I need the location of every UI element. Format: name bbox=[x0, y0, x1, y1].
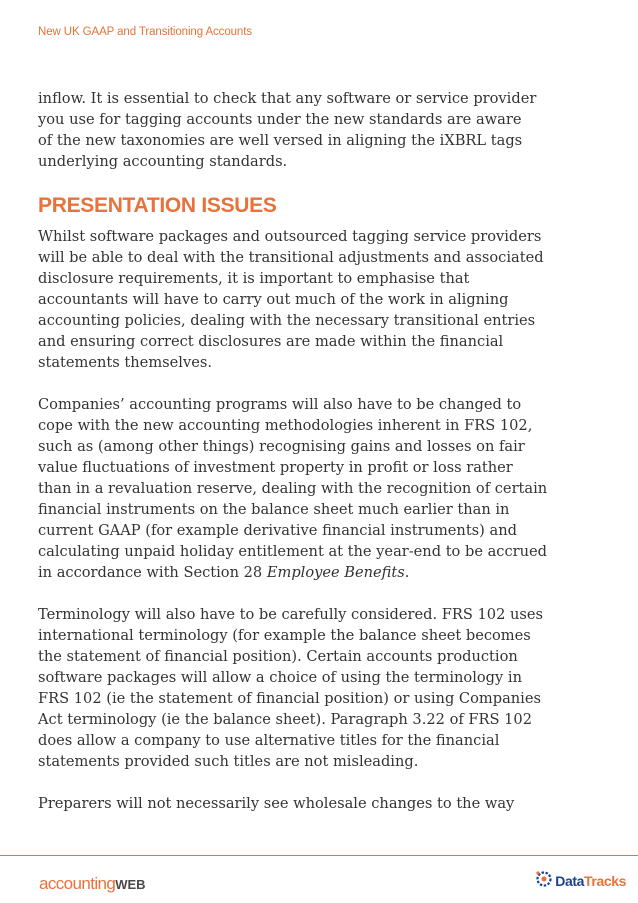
section-title-emphasis: Employee Benefits bbox=[266, 564, 405, 581]
datatracks-wordmark-data: Data bbox=[555, 873, 585, 889]
running-header: New UK GAAP and Transitioning Accounts bbox=[38, 26, 252, 38]
paragraph-whilst: Whilst software packages and outsourced tagging service providers will be able to deal with the transitional adjustments and associated disclosure requirements, it is important to emphasise that accountants will have to carry out much of the work in aligning accounting policies, dealing with the necessary transitional entries and ensuring correct disclosures are made within the financial statements themselves. bbox=[38, 228, 544, 371]
paragraph-companies-text: Companies’ accounting programs will also have to be changed to cope with the new accounting methodologies inherent in FRS 102, such as (among other things) recognising gains and losses on fair value fluctuations of investment property in profit or loss rather than in a revaluation reserve, dealing with the recognition of certain financial instruments on the balance sheet much earlier than in current GAAP (for example derivative financial instruments) and calculating unpaid holiday entitlement at the year-end to be accrued in accordance with Section 28 bbox=[38, 396, 548, 581]
datatracks-logo bbox=[533, 869, 626, 889]
accountingweb-logo-accounting: accounting bbox=[39, 874, 116, 893]
accountingweb-logo-web: WEB bbox=[115, 877, 146, 892]
datatracks-wordmark bbox=[555, 873, 626, 889]
section-heading: PRESENTATION ISSUES bbox=[38, 194, 277, 217]
paragraph-terminology: Terminology will also have to be carefully considered. FRS 102 uses international terminology (for example the balance sheet becomes the statement of financial position). Certain accounts production software packages will allow a choice of using the terminology in FRS 102 (ie the statement of financial position) or using Companies Act terminology (ie the balance sheet). Paragraph 3.22 of FRS 102 does allow a company to use alternative titles for the financial statements provided such titles are not misleading. bbox=[38, 606, 544, 770]
datatracks-emblem-icon bbox=[533, 869, 555, 889]
datatracks-wordmark-tracks: Tracks bbox=[584, 873, 626, 889]
accountingweb-logo bbox=[39, 874, 146, 894]
paragraph-companies bbox=[38, 394, 606, 583]
paragraph-preparers: Preparers will not necessarily see wholesale changes to the way bbox=[38, 795, 515, 812]
paragraph-companies-end: . bbox=[404, 564, 410, 581]
document-body bbox=[38, 88, 606, 814]
intro-paragraph: inflow. It is essential to check that any software or service provider you use for tagging accounts under the new standards are aware of the new taxonomies are well versed in aligning the iXBRL tags underlying accounting standards. bbox=[38, 90, 537, 170]
footer-divider bbox=[0, 855, 638, 856]
